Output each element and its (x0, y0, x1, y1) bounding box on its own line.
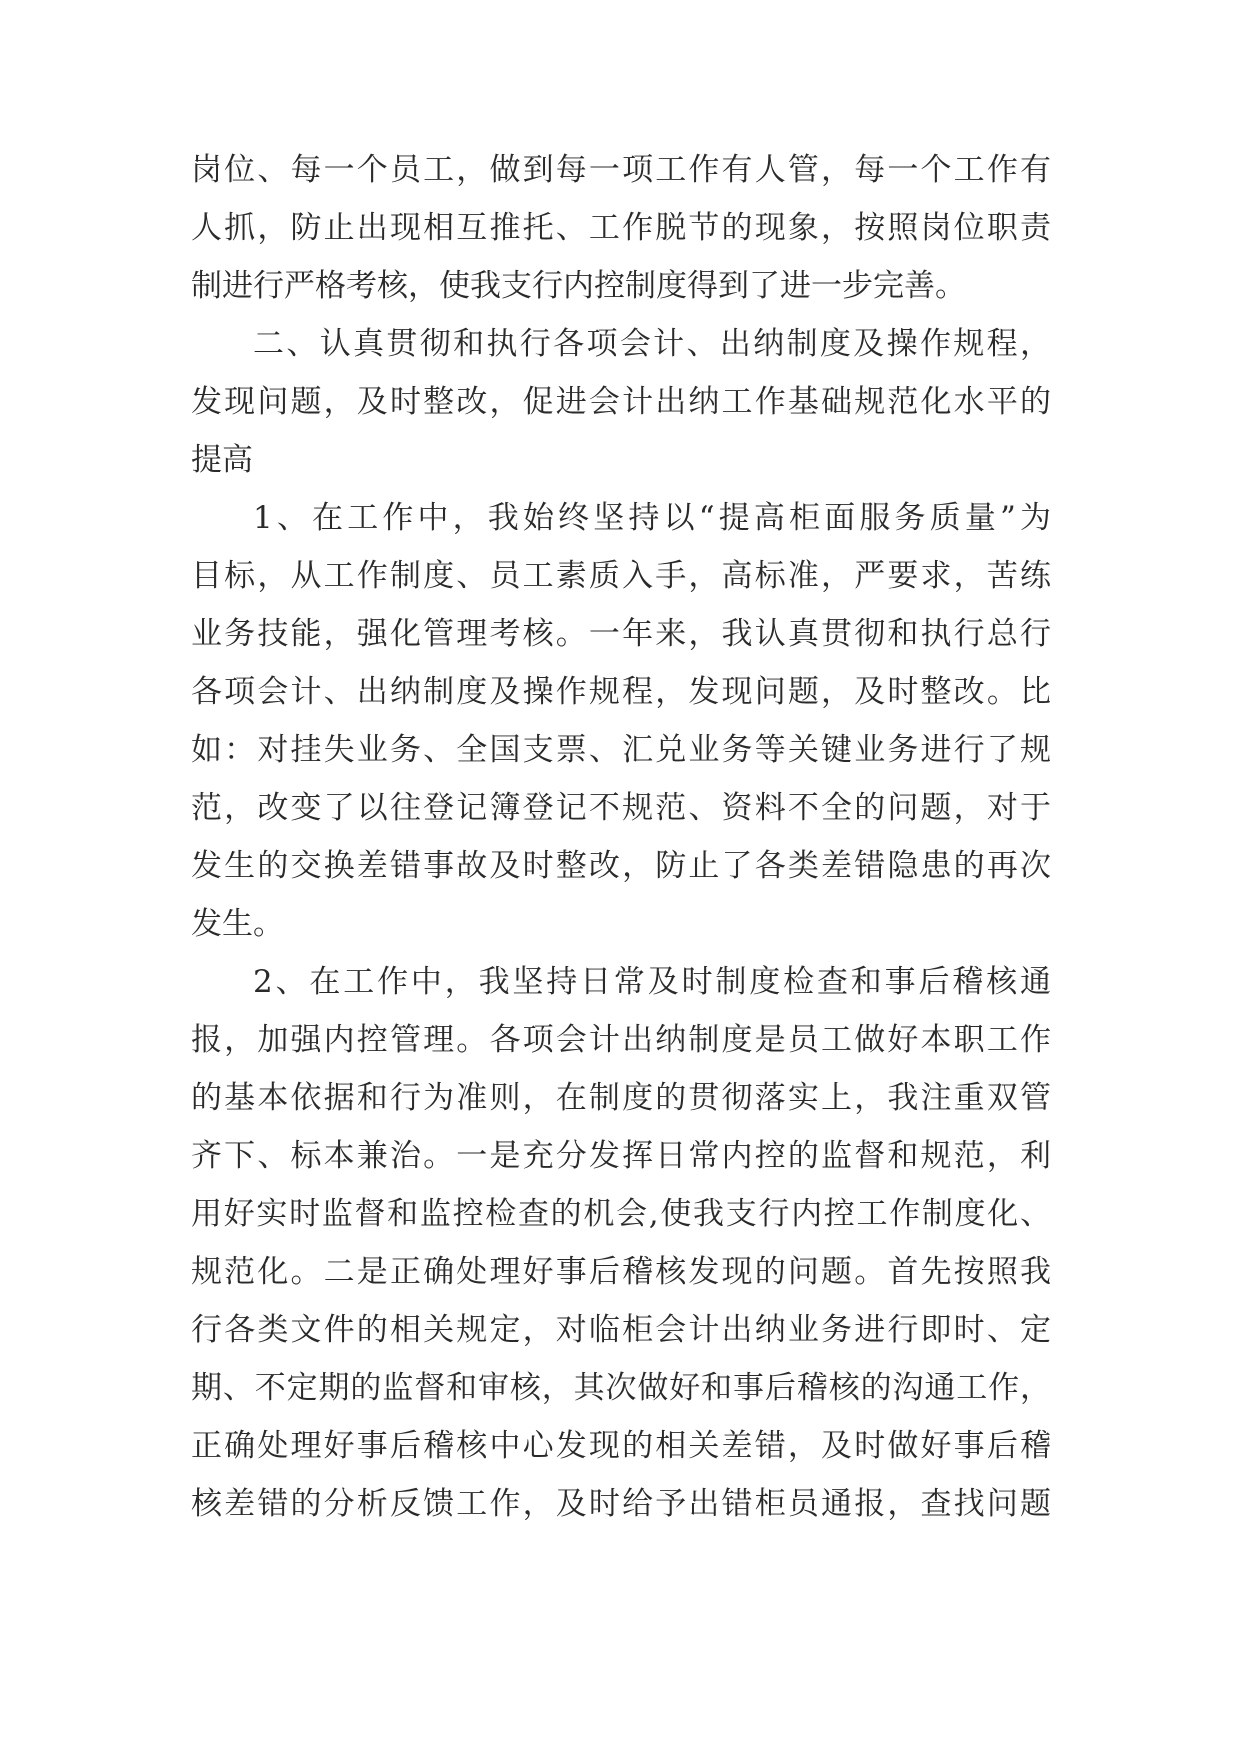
text-line-1: 岗位、每一个员工，做到每一项工作有人管，每一个工作有 (191, 152, 1051, 188)
paragraph-2-line-3: 的基本依据和行为准则，在制度的贯彻落实上，我注重双管 (191, 1080, 1051, 1116)
paragraph-1-line-6: 范，改变了以往登记簿登记不规范、资料不全的问题，对于 (191, 790, 1051, 826)
paragraph-2-line-9: 正确处理好事后稽核中心发现的相关差错，及时做好事后稽 (191, 1428, 1051, 1464)
paragraph-1-line-1: 1、在工作中，我始终坚持以“提高柜面服务质量”为 (253, 500, 1051, 536)
text-line-3: 制进行严格考核，使我支行内控制度得到了进一步完善。 (191, 268, 966, 304)
paragraph-2-line-5: 用好实时监督和监控检查的机会,使我支行内控工作制度化、 (191, 1196, 1051, 1232)
paragraph-2-line-1: 2、在工作中，我坚持日常及时制度检查和事后稽核通 (253, 964, 1051, 1000)
text-line-2: 人抓，防止出现相互推托、工作脱节的现象，按照岗位职责 (191, 210, 1051, 246)
paragraph-1-line-8: 发生。 (191, 906, 284, 942)
paragraph-2-line-4: 齐下、标本兼治。一是充分发挥日常内控的监督和规范，利 (191, 1138, 1051, 1174)
section-heading-line-2: 发现问题，及时整改，促进会计出纳工作基础规范化水平的 (191, 384, 1051, 420)
paragraph-2-line-8: 期、不定期的监督和审核，其次做好和事后稽核的沟通工作， (191, 1370, 1051, 1406)
section-heading-line-1: 二、认真贯彻和执行各项会计、出纳制度及操作规程， (253, 326, 1051, 362)
section-heading-line-3: 提高 (191, 442, 253, 478)
paragraph-2-line-7: 行各类文件的相关规定，对临柜会计出纳业务进行即时、定 (191, 1312, 1051, 1348)
paragraph-1-line-5: 如：对挂失业务、全国支票、汇兑业务等关键业务进行了规 (191, 732, 1051, 768)
paragraph-1-line-2: 目标，从工作制度、员工素质入手，高标准，严要求，苦练 (191, 558, 1051, 594)
paragraph-2-line-2: 报，加强内控管理。各项会计出纳制度是员工做好本职工作 (191, 1022, 1051, 1058)
paragraph-1-line-3: 业务技能，强化管理考核。一年来，我认真贯彻和执行总行 (191, 616, 1051, 652)
paragraph-2-line-10: 核差错的分析反馈工作，及时给予出错柜员通报，查找问题 (191, 1486, 1051, 1522)
paragraph-2-line-6: 规范化。二是正确处理好事后稽核发现的问题。首先按照我 (191, 1254, 1051, 1290)
paragraph-1-line-4: 各项会计、出纳制度及操作规程，发现问题，及时整改。比 (191, 674, 1051, 710)
paragraph-1-line-7: 发生的交换差错事故及时整改，防止了各类差错隐患的再次 (191, 848, 1051, 884)
